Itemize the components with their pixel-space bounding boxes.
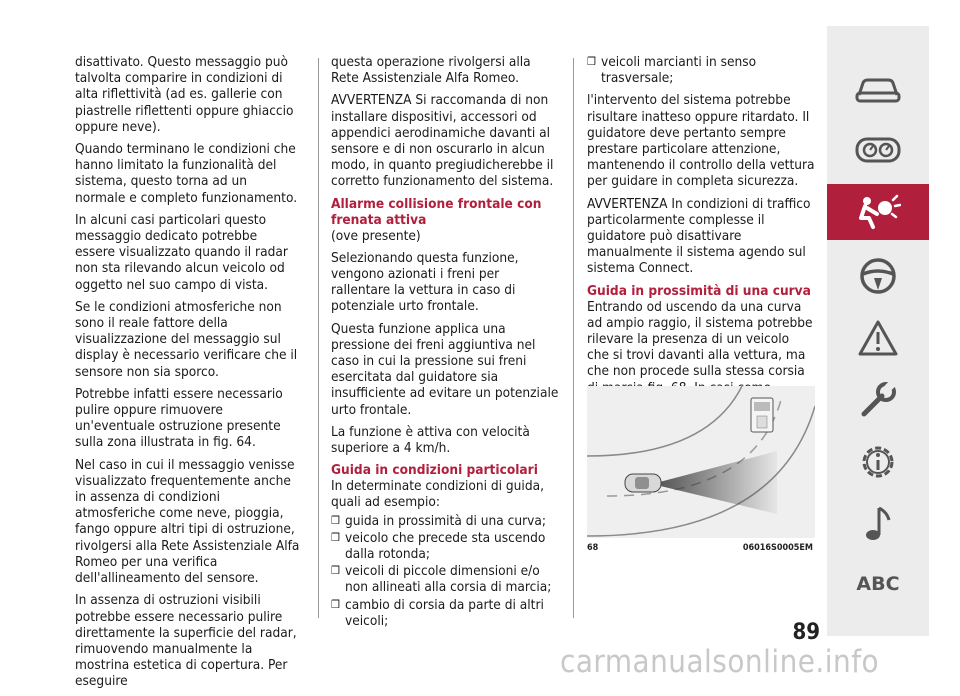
list-item: ❒ cambio di corsia da parte di altri veicoli; — [331, 596, 544, 629]
sidebar-item-index[interactable] — [827, 556, 929, 612]
paragraph: Selezionando questa funzione, vengono azionati i freni per rallentare la vettura in caso di potenziale urto frontale. — [331, 249, 519, 315]
paragraph: l'intervento del sistema potrebbe risultare inatteso oppure ritardato. Il guidatore deve pertanto sempre prestare particolare attenzione, mantenendo il controllo della vettura per guidare in completa sicurezza. — [587, 92, 815, 190]
paragraph: In assenza di ostruzioni visibili potrebbe essere necessario pulire direttamente la superficie del radar, rimuovendo manualmente la mostrina estetica di copertura. Per eseguire — [75, 592, 297, 690]
figure-caption — [587, 543, 815, 553]
figure-68-curve-illustration — [587, 386, 815, 538]
paragraph: Nel caso in cui il messaggio venisse visualizzato frequentemente anche in assenza di condizioni atmosferiche come neve, pioggia, fango oppure altri tipi di ostruzione, rivolgersi alla Rete Assistenziale Alfa Romeo per una verifica dell'allineamento del sensore. — [75, 456, 300, 587]
bullet-box-icon: ❒ — [331, 530, 340, 544]
steering-wheel-icon — [858, 256, 898, 296]
warning-paragraph: AVVERTENZA In condizioni di traffico particolarmente complesse il guidatore può disattivare manualmente il sistema agendo sul sistema Connect. — [587, 195, 811, 277]
paragraph: Quando terminano le condizioni che hanno limitato la funzionalità del sistema, questo torna ad un normale e completo funzionamento. — [75, 141, 298, 206]
paragraph: Questa funzione applica una pressione dei freni aggiuntiva nel caso in cui la pressione sui freni esercitata dal guidatore sia insufficiente ad evitare un potenziale urto frontale. — [331, 320, 559, 418]
text-column-1 — [75, 54, 301, 696]
figure-number: 68 — [587, 543, 599, 553]
paragraph: questa operazione rivolgersi alla Rete Assistenziale Alfa Romeo. — [331, 54, 531, 87]
dashboard-gauges-icon — [855, 135, 901, 165]
bullet-box-icon: ❒ — [331, 597, 340, 611]
bullet-box-icon: ❒ — [587, 55, 596, 68]
warning-paragraph: AVVERTENZA Si raccomanda di non installare dispositivi, accessori od appendici aerodinamiche davanti al sensore e di non oscurarlo in alcun modo, in quanto pregiudicherebbe il corretto funzionamento del sistema. — [331, 92, 554, 190]
column-divider — [573, 58, 574, 618]
sidebar-item-safety[interactable] — [827, 184, 929, 240]
text-column-3 — [587, 54, 815, 434]
section-heading-special-conditions: Guida in condizioni particolari — [331, 462, 538, 479]
section-heading-curve: Guida in prossimità di una curva — [587, 282, 811, 299]
bullet-box-icon: ❒ — [331, 513, 340, 527]
sidebar-item-technical-data[interactable] — [827, 434, 929, 490]
list-item: ❒ veicolo che precede sta uscendo dalla rotonda; — [331, 529, 546, 563]
paragraph: Se le condizioni atmosferiche non sono il reale fattore della visualizzazione del messaggio sul display è necessario verificare che il sensore non sia sporco. — [75, 298, 298, 380]
paragraph: In alcuni casi particolari questo messaggio dedicato potrebbe essere visualizzato quando il radar non sta rilevando alcun veicolo od oggetto nel suo campo di vista. — [75, 211, 288, 293]
truck-icon — [751, 398, 773, 432]
text-column-2 — [331, 54, 561, 630]
sidebar-item-dashboard[interactable] — [827, 122, 929, 178]
column-divider — [318, 58, 319, 618]
paragraph: In determinate condizioni di guida, quali ad esempio: — [331, 478, 544, 511]
list-item: ❒ veicoli marcianti in senso trasversale; — [587, 54, 757, 87]
abc-index-icon: ABC — [856, 573, 900, 595]
sidebar-item-emergency[interactable] — [827, 310, 929, 366]
music-note-icon — [863, 504, 893, 544]
sidebar-item-maintenance[interactable] — [827, 372, 929, 428]
watermark: carmanualsonline.info — [560, 644, 880, 680]
paragraph: (ove presente) — [331, 227, 421, 244]
warning-triangle-icon — [857, 319, 899, 357]
curve-road-illustration — [587, 386, 815, 538]
section-heading-collision-alarm: Allarme collisione frontale con frenata attiva — [331, 195, 542, 228]
bullet-box-icon: ❒ — [331, 564, 340, 578]
page-number: 89 — [792, 620, 820, 645]
paragraph: disattivato. Questo messaggio può talvolta comparire in condizioni di alta riflettività (ad es. gallerie con piastrelle riflettenti oppure ghiaccio oppure neve). — [75, 54, 294, 135]
sidebar-item-driving[interactable] — [827, 248, 929, 304]
sidebar-item-multimedia[interactable] — [827, 496, 929, 552]
gear-info-icon — [857, 441, 899, 483]
own-car-icon — [625, 474, 661, 492]
list-item: ❒ veicoli di piccole dimensioni e/o non allineati alla corsia di marcia; — [331, 563, 552, 596]
wrench-icon — [858, 380, 898, 420]
airbag-safety-icon — [855, 194, 901, 230]
sidebar-item-car[interactable] — [827, 62, 929, 118]
paragraph: La funzione è attiva con velocità superiore a 4 km/h. — [331, 423, 530, 457]
paragraph: Potrebbe infatti essere necessario pulire oppure rimuovere un'eventuale ostruzione presente sulla zona illustrata in fig. 64. — [75, 385, 283, 451]
chapter-sidebar — [827, 26, 929, 636]
list-item: ❒ guida in prossimità di una curva; — [331, 512, 546, 529]
paragraph: Entrando od uscendo da una curva ad ampio raggio, il sistema potrebbe rilevare la presenza di un veicolo che si trovi davanti alla vettura, ma che non procede sulla stessa corsia — [587, 298, 813, 380]
figure-code: 06016S0005EM — [742, 543, 813, 553]
car-icon — [855, 75, 901, 105]
